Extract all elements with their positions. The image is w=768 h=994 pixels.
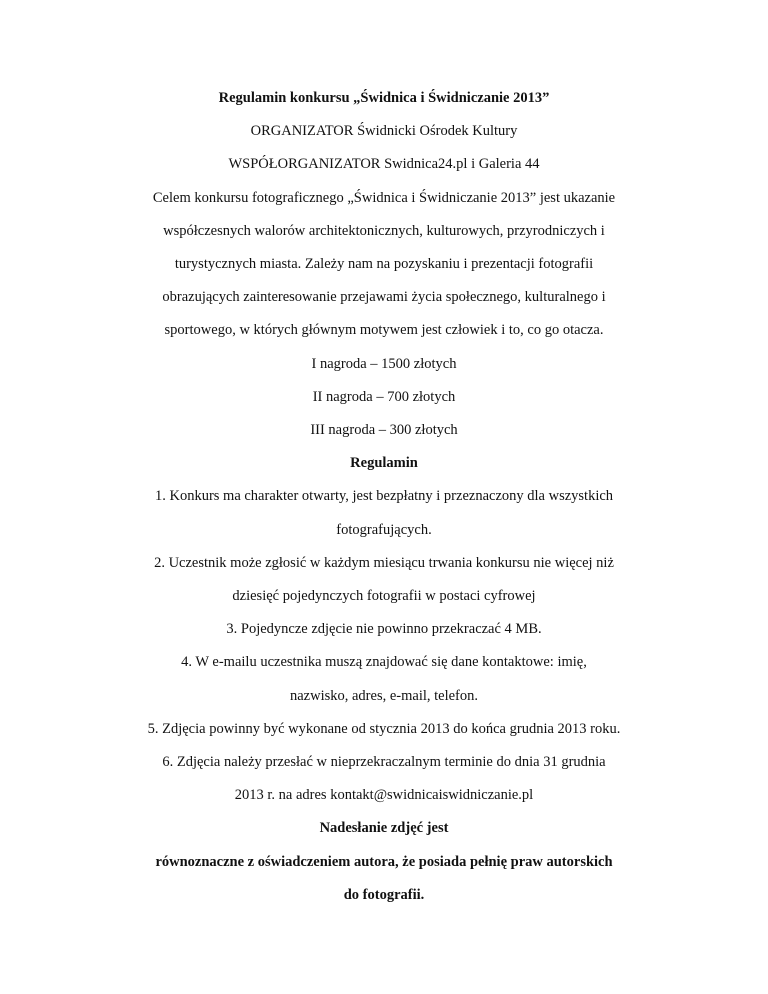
prize-third: III nagroda – 300 złotych [310, 422, 458, 439]
rule-line: dziesięć pojedynczych fotografii w postaci cyfrowej [232, 588, 536, 605]
intro-line: turystycznych miasta. Zależy nam na pozyskaniu i prezentacji fotografii [174, 256, 594, 273]
rule-line: 3. Pojedyncze zdjęcie nie powinno przekraczać 4 MB. [226, 621, 542, 638]
rule-line: 2. Uczestnik może zgłosić w każdym miesiącu trwania konkursu nie więcej niż [154, 554, 614, 571]
document-title: Regulamin konkursu „Świdnica i Świdniczanie 2013” [218, 90, 550, 106]
closing-line: Nadesłanie zdjęć jest [319, 820, 449, 837]
rule-line: 1. Konkurs ma charakter otwarty, jest bezpłatny i przeznaczony dla wszystkich [154, 488, 614, 505]
closing-line: równoznaczne z oświadczeniem autora, że posiada pełnię praw autorskich [155, 853, 613, 870]
coorganizer-line: WSPÓŁORGANIZATOR Swidnica24.pl i Galeria 44 [228, 156, 540, 173]
organizer-line: ORGANIZATOR Świdnicki Ośrodek Kultury [250, 123, 518, 140]
rule-line: nazwisko, adres, e-mail, telefon. [289, 687, 479, 704]
intro-line: współczesnych walorów architektonicznych, kulturowych, przyrodniczych i [163, 222, 605, 239]
closing-line: do fotografii. [343, 886, 425, 903]
document-body [96, 82, 672, 912]
rule-line: 6. Zdjęcia należy przesłać w nieprzekraczalnym terminie do dnia 31 grudnia [162, 754, 606, 771]
rule-line: 4. W e-mailu uczestnika muszą znajdować się dane kontaktowe: imię, [181, 654, 587, 671]
rules-heading: Regulamin [350, 455, 418, 472]
prize-first: I nagroda – 1500 złotych [311, 355, 457, 372]
intro-line: sportowego, w których głównym motywem jest człowiek i to, co go otacza. [164, 322, 604, 339]
intro-line: obrazujących zainteresowanie przejawami życia społecznego, kulturalnego i [162, 289, 606, 306]
rule-line: 5. Zdjęcia powinny być wykonane od stycznia 2013 do końca grudnia 2013 roku. [147, 720, 621, 737]
intro-line: Celem konkursu fotograficznego „Świdnica i Świdniczanie 2013” jest ukazanie [152, 189, 616, 206]
rule-line: 2013 r. na adres kontakt@swidnicaiswidniczanie.pl [234, 787, 534, 804]
rule-line: fotografujących. [336, 521, 432, 538]
prize-second: II nagroda – 700 złotych [312, 388, 456, 405]
